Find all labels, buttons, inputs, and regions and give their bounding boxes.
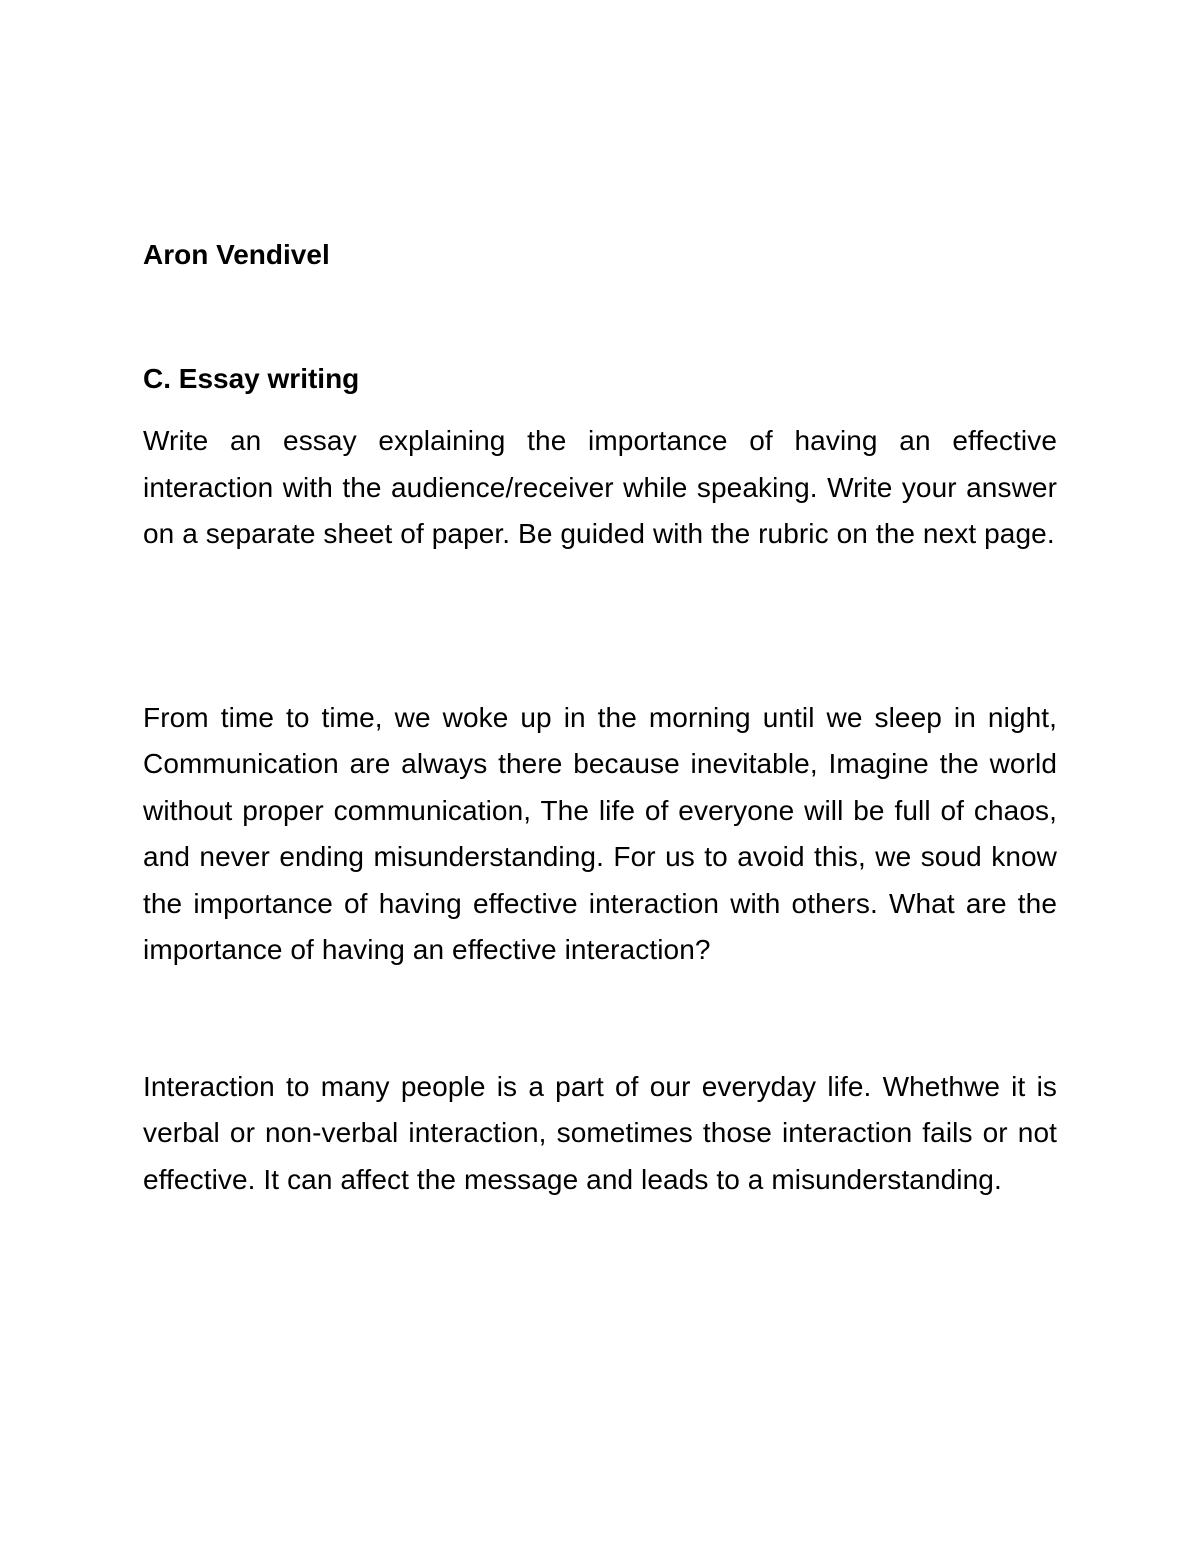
essay-prompt: Write an essay explaining the importance of having an effective interaction with the audience/receiver while speaking. Write your answer on a separate sheet of paper. Be guided with the rubric on the next page.	[143, 425, 1057, 549]
author-name: Aron Vendivel	[143, 239, 330, 270]
document-body	[143, 232, 1057, 1203]
essay-paragraph-2: Interaction to many people is a part of our everyday life. Whethwe it is verbal or non-verbal interaction, sometimes those interaction fails or not effective. It can affect the message and leads to a misunderstanding.	[143, 1070, 1057, 1195]
essay-paragraph-1: From time to time, we woke up in the morning until we sleep in night, Communication are always there because inevitable, Imagine the world without proper communication, The life of everyone will be full of chaos, and never ending misunderstanding. For us to avoid this, we soud know the importance of having effective interaction with others. What are the importance of having an effective interaction?	[143, 701, 1057, 965]
section-title: C. Essay writing	[143, 363, 360, 394]
